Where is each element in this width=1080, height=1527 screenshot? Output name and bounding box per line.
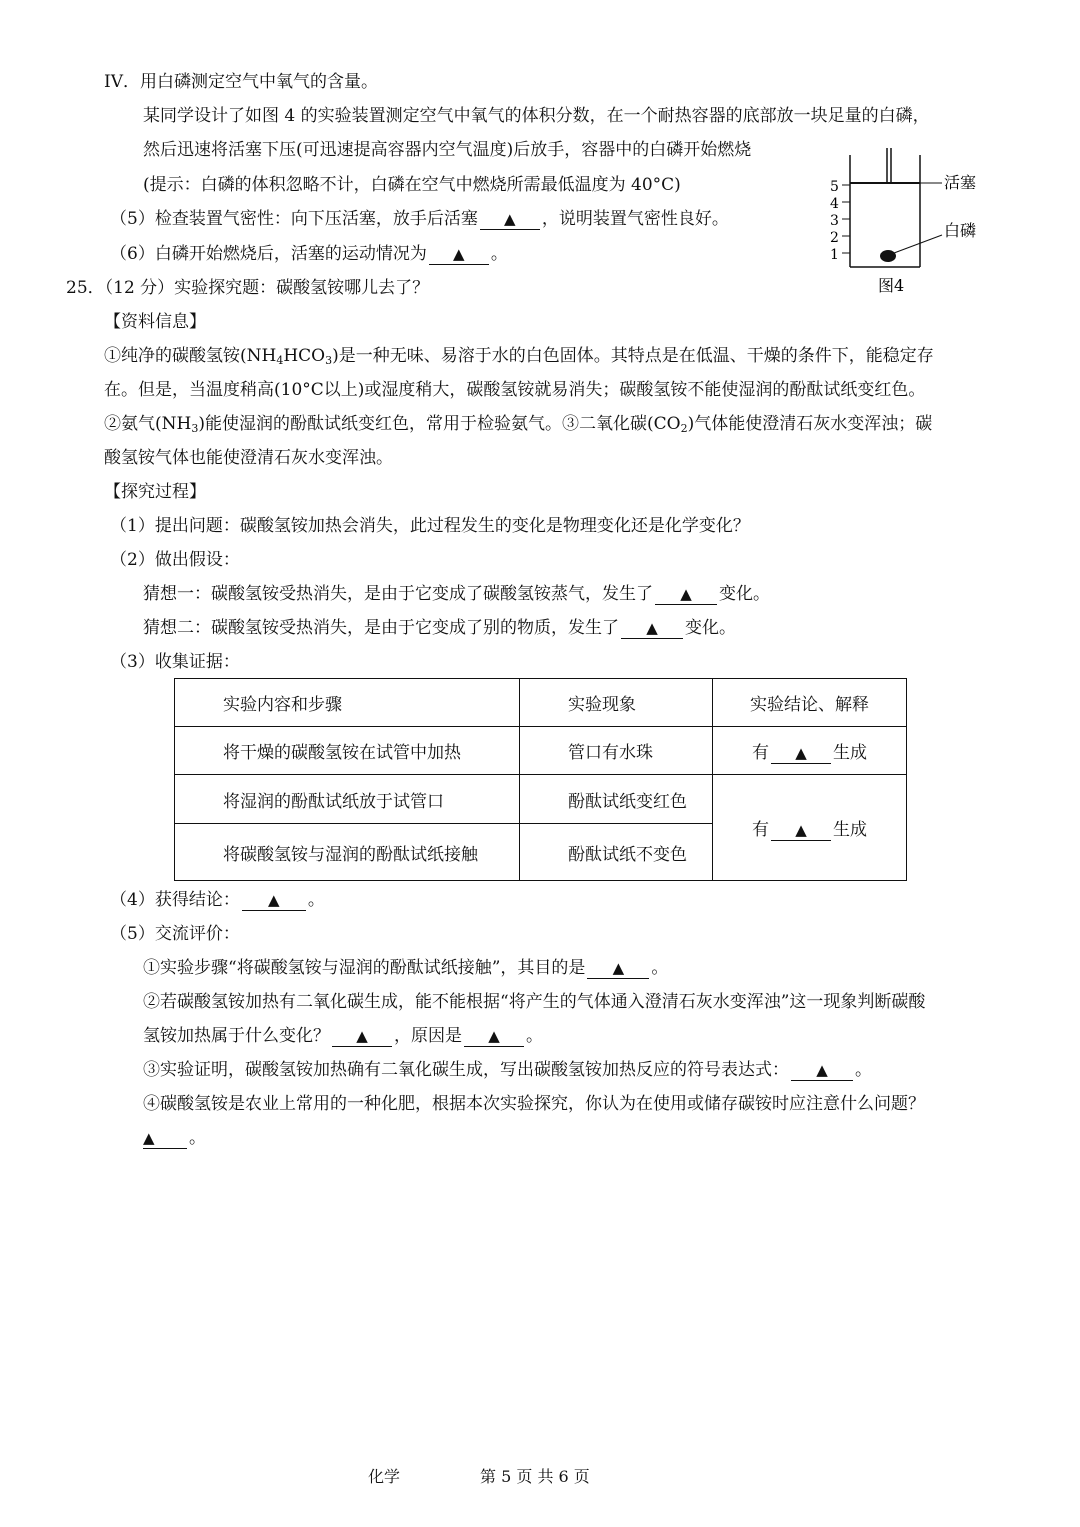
info-title: 【资料信息】: [104, 312, 206, 332]
evidence-table: [174, 678, 907, 881]
figure-4-apparatus: [820, 145, 1020, 300]
evaluation-4-line1: ④碳酸氢铵是农业上常用的一种化肥，根据本次实验探究，你认为在使用或储存碳铵时应注意什么问题？: [143, 1094, 925, 1114]
table-cell-step: 将湿润的酚酞试纸放于试管口: [175, 775, 520, 824]
info-line-2: 在。但是，当温度稍高(10°C以上)或湿度稍大，碳酸氢铵就易消失；碳酸氢铵不能使湿润的酚酞试纸变红色。: [104, 380, 926, 400]
table-header: 实验内容和步骤: [175, 679, 520, 727]
answer-blank[interactable]: ▲: [771, 820, 831, 841]
question-5: （5）检查装置气密性：向下压活塞，放手后活塞 ▲ ，说明装置气密性良好。: [110, 209, 729, 229]
scale-mark: 5: [830, 179, 839, 195]
table-header: 实验现象: [520, 679, 713, 727]
answer-blank[interactable]: ▲: [587, 958, 649, 979]
answer-blank[interactable]: ▲: [429, 244, 489, 265]
answer-blank[interactable]: ▲: [332, 1026, 392, 1047]
scale-mark: 4: [830, 196, 839, 212]
info-line-3: ②氨气$(NH_3)$能使湿润的酚酞试纸变红色，常用于检验氨气。③二氧化碳$(CO_2)$气体能使澄清石灰水变浑浊；碳: [104, 414, 933, 435]
section-iv-paragraph-line2: 然后迅速将活塞下压(可迅速提高容器内空气温度)后放手，容器中的白磷开始燃烧: [143, 140, 752, 160]
answer-blank[interactable]: ▲: [242, 890, 306, 911]
answer-blank[interactable]: ▲: [143, 1128, 187, 1149]
section-iv-hint: (提示：白磷的体积忽略不计，白磷在空气中燃烧所需最低温度为 40°C): [143, 175, 681, 195]
table-cell-conclusion: 有 ▲ 生成: [713, 727, 907, 775]
question-25-heading: 25．（12 分）实验探究题：碳酸氢铵哪儿去了？: [66, 278, 430, 298]
question-6: （6）白磷开始燃烧后，活塞的运动情况为 ▲ 。: [110, 244, 508, 264]
volume-scale: [830, 179, 850, 263]
evaluation-4-line2: ▲ 。: [143, 1128, 206, 1148]
guess-2: 猜想二：碳酸氢铵受热消失，是由于它变成了别的物质，发生了 ▲ 变化。: [143, 618, 736, 638]
table-row: [175, 727, 907, 775]
table-cell-observation: 酚酞试纸不变色: [520, 824, 713, 881]
evaluation-2-line1: ②若碳酸氢铵加热有二氧化碳生成，能不能根据“将产生的气体通入澄清石灰水变浑浊”这一现象判断碳酸: [143, 992, 926, 1012]
answer-blank[interactable]: ▲: [771, 743, 831, 764]
table-cell-observation: 管口有水珠: [520, 727, 713, 775]
phosphorus-label: 白磷: [944, 221, 977, 240]
evaluation-3: ③实验证明，碳酸氢铵加热确有二氧化碳生成，写出碳酸氢铵加热反应的符号表达式： ▲ 。: [143, 1060, 872, 1080]
answer-blank[interactable]: ▲: [464, 1026, 524, 1047]
info-line-1: ①纯净的碳酸氢铵$(NH_4HCO_3)$是一种无味、易溶于水的白色固体。其特点是在低温、干燥的条件下，能稳定存: [104, 346, 934, 367]
answer-blank[interactable]: ▲: [655, 584, 717, 605]
step-4: （4）获得结论： ▲ 。: [110, 890, 325, 910]
info-line-4: 酸氢铵气体也能使澄清石灰水变浑浊。: [104, 448, 393, 468]
table-cell-step: 将碳酸氢铵与湿润的酚酞试纸接触: [175, 824, 520, 881]
process-title: 【探究过程】: [104, 482, 206, 502]
table-cell-observation: 酚酞试纸变红色: [520, 775, 713, 824]
footer-subject: 化学: [368, 1467, 401, 1486]
step-3: （3）收集证据：: [110, 652, 240, 672]
section-iv-paragraph-line1: 某同学设计了如图 4 的实验装置测定空气中氧气的体积分数，在一个耐热容器的底部放一块足量的白磷，: [143, 106, 930, 126]
table-row: [175, 775, 907, 824]
table-cell-step: 将干燥的碳酸氢铵在试管中加热: [175, 727, 520, 775]
answer-blank[interactable]: ▲: [480, 209, 540, 230]
scale-mark: 2: [830, 230, 839, 246]
table-header: 实验结论、解释: [713, 679, 907, 727]
guess-1: 猜想一：碳酸氢铵受热消失，是由于它变成了碳酸氢铵蒸气，发生了 ▲ 变化。: [143, 584, 770, 604]
step-5: （5）交流评价：: [110, 924, 240, 944]
table-header-row: [175, 679, 907, 727]
piston-label: 活塞: [944, 173, 977, 192]
footer-page-info: 第 5 页 共 6 页: [480, 1467, 590, 1486]
evaluation-2-line2: 氢铵加热属于什么变化？ ▲ ，原因是 ▲ 。: [143, 1026, 543, 1046]
figure-caption: 图4: [878, 276, 905, 295]
step-1: （1）提出问题：碳酸氢铵加热会消失，此过程发生的变化是物理变化还是化学变化？: [110, 516, 750, 536]
white-phosphorus: [880, 250, 896, 262]
answer-blank[interactable]: ▲: [621, 618, 683, 639]
scale-mark: 3: [830, 213, 839, 229]
phosphorus-pointer: [894, 235, 942, 253]
answer-blank[interactable]: ▲: [791, 1060, 853, 1081]
section-iv-title: IV．用白磷测定空气中氧气的含量。: [104, 72, 378, 92]
evaluation-1: ①实验步骤“将碳酸氢铵与湿润的酚酞试纸接触”，其目的是 ▲ 。: [143, 958, 669, 978]
scale-mark: 1: [830, 247, 839, 263]
step-2: （2）做出假设：: [110, 550, 240, 570]
table-cell-conclusion: 有 ▲ 生成: [713, 775, 907, 881]
